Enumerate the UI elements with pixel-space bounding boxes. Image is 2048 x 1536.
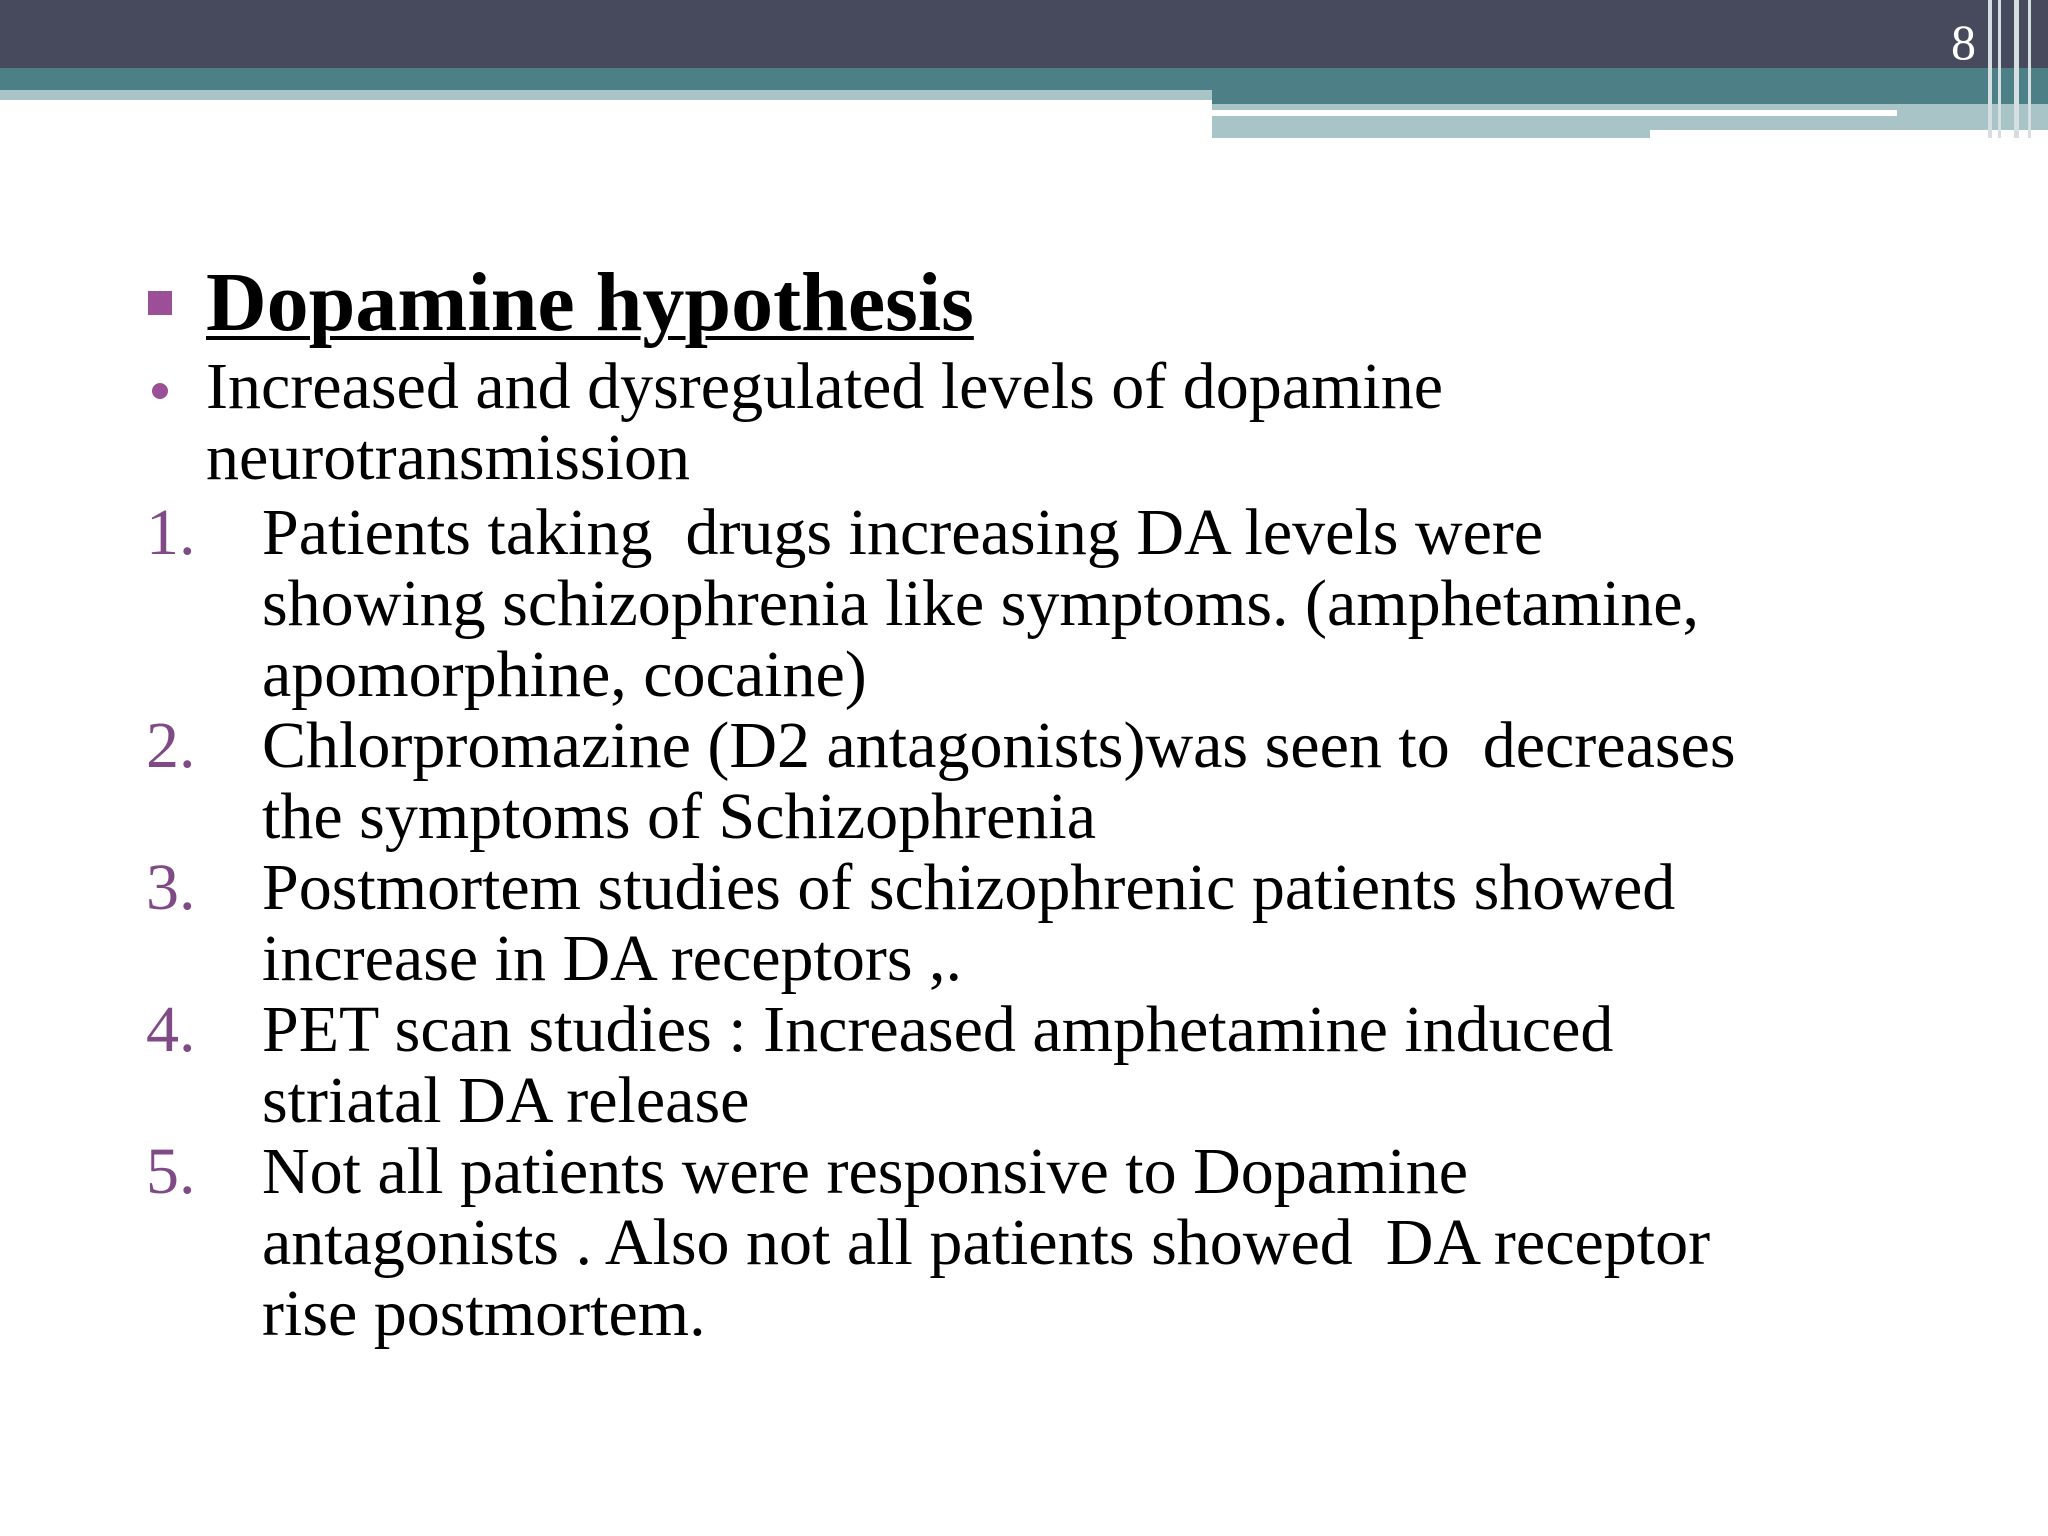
dot-bullet-icon [152, 383, 168, 399]
list-number: 3. [146, 851, 196, 924]
text-line: the symptoms of Schizophrenia [262, 780, 1097, 853]
header-stripe [2014, 0, 2019, 138]
header-stripe [2028, 0, 2031, 138]
list-item [148, 710, 1948, 852]
header-stripe [1988, 0, 1992, 138]
list-item [148, 497, 1948, 710]
text-line: rise postmortem. [262, 1277, 706, 1350]
text-line: Increased and dysregulated levels of dopamine [206, 350, 1444, 423]
header-band-dark [0, 0, 2048, 68]
text-line: showing schizophrenia like symptoms. (amphetamine, [262, 567, 1700, 640]
list-item [148, 1136, 1948, 1349]
header-stripe [1998, 0, 2001, 138]
heading-row [148, 255, 1948, 351]
page-number: 8 [1951, 14, 1976, 70]
list-item-text [262, 994, 1948, 1136]
text-line: PET scan studies : Increased amphetamine induced [262, 993, 1614, 1066]
numbered-list [148, 497, 1948, 1349]
header-band-teal [0, 68, 2048, 90]
list-item-text [262, 852, 1948, 994]
header-band-light-left [0, 90, 1212, 100]
intro-bullet [148, 351, 1948, 493]
text-line: increase in DA receptors ,. [262, 922, 963, 995]
slide-heading: Dopamine hypothesis [206, 256, 974, 349]
text-line: neurotransmission [206, 421, 690, 494]
text-line: apomorphine, cocaine) [262, 638, 867, 711]
list-number: 4. [146, 993, 196, 1066]
list-item [148, 994, 1948, 1136]
text-line: antagonists . Also not all patients showed DA receptor [262, 1206, 1711, 1279]
header-band-white-line [1212, 110, 1897, 116]
text-line: Postmortem studies of schizophrenic patients showed [262, 851, 1676, 924]
list-item-text [262, 710, 1948, 852]
text-line: striatal DA release [262, 1064, 750, 1137]
list-item-text [262, 1136, 1948, 1349]
text-line: Not all patients were responsive to Dopamine [262, 1135, 1469, 1208]
list-item [148, 852, 1948, 994]
text-line: Patients taking drugs increasing DA levels were [262, 496, 1544, 569]
text-line: Chlorpromazine (D2 antagonists)was seen to decreases [262, 709, 1736, 782]
list-number: 5. [146, 1135, 196, 1208]
list-number: 2. [146, 709, 196, 782]
list-number: 1. [146, 496, 196, 569]
list-item-text [262, 497, 1948, 710]
header-band-teal-right [1212, 90, 2048, 104]
intro-text [206, 351, 1443, 493]
slide-content [148, 255, 1948, 1349]
square-bullet-icon [148, 291, 172, 315]
